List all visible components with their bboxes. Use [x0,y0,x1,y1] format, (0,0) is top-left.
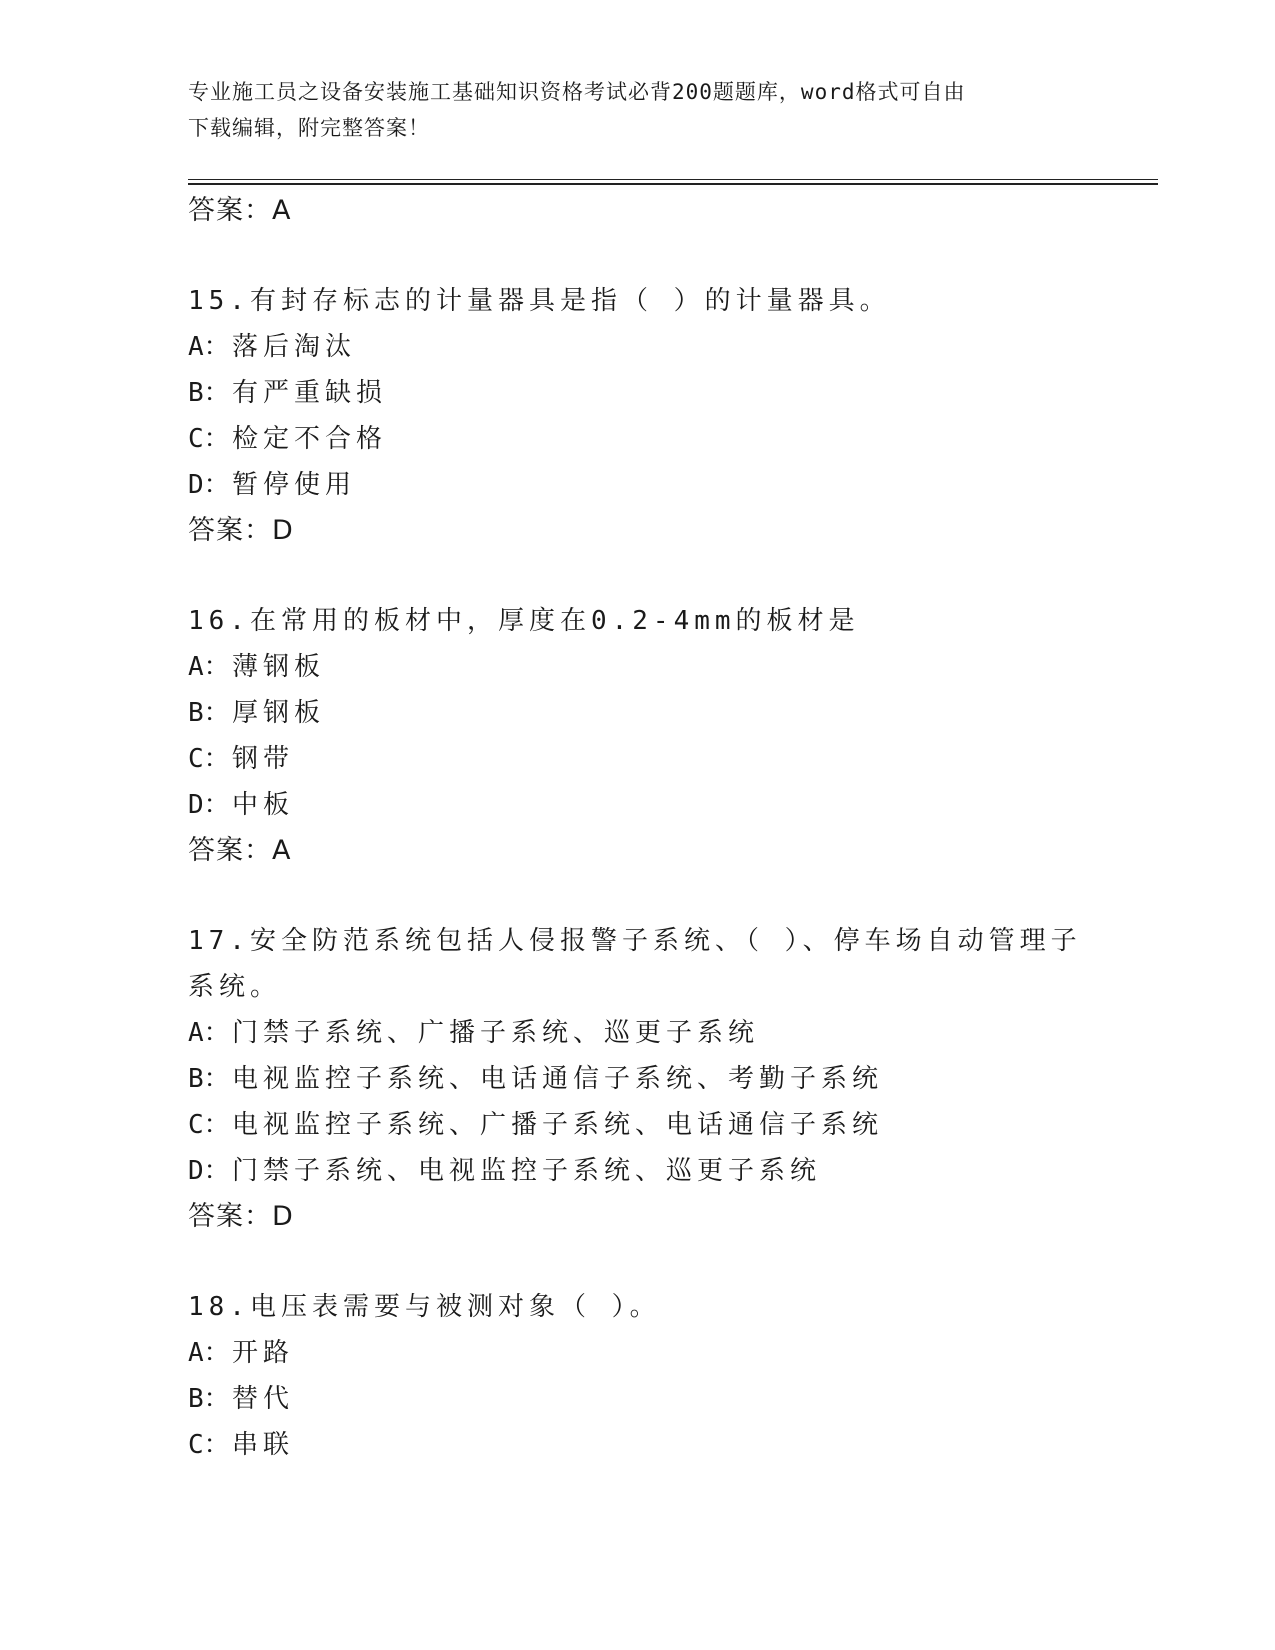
header-rule-thin [188,179,1158,180]
option-key: C： [188,1110,230,1140]
option-d [188,462,1088,508]
question-text: 16.在常用的板材中，厚度在0.2-4mm的板材是 [188,606,860,636]
option-text: 落后淘汰 [232,332,357,362]
option-key: B： [188,1384,230,1414]
option-key: B： [188,698,230,728]
option-key: B： [188,378,230,408]
option-text: 门禁子系统、广播子系统、巡更子系统 [232,1018,760,1048]
option-key: A： [188,332,230,362]
previous-answer: 答案：A [188,195,292,226]
option-text: 厚钢板 [232,698,326,728]
option-b [188,1056,1088,1102]
question-list [188,188,1088,1468]
option-text: 有严重缺损 [232,378,388,408]
document-header [188,74,1068,146]
question-text: 17.安全防范系统包括人侵报警子系统、（ ）、停车场自动管理子系统。 [188,926,1082,1002]
answer: 答案：D [188,515,294,546]
option-text: 串联 [232,1430,295,1460]
answer: 答案：A [188,835,292,866]
option-c [188,1102,1088,1148]
option-text: 门禁子系统、电视监控子系统、巡更子系统 [232,1156,822,1186]
option-key: D： [188,790,230,820]
option-c [188,736,1088,782]
option-a [188,644,1088,690]
header-line-2: 下载编辑，附完整答案！ [188,116,430,140]
option-b [188,1376,1088,1422]
option-d [188,1148,1088,1194]
option-key: B： [188,1064,230,1094]
option-key: C： [188,744,230,774]
option-b [188,370,1088,416]
question-16 [188,598,1088,874]
option-text: 钢带 [232,744,295,774]
question-text: 18.电压表需要与被测对象（ ）。 [188,1292,661,1322]
option-c [188,416,1088,462]
question-text: 15.有封存标志的计量器具是指（ ）的计量器具。 [188,286,891,316]
option-a [188,1010,1088,1056]
option-text: 中板 [232,790,295,820]
option-a [188,1330,1088,1376]
option-text: 替代 [232,1384,295,1414]
option-key: A： [188,1018,230,1048]
option-key: C： [188,1430,230,1460]
option-a [188,324,1088,370]
option-key: A： [188,652,230,682]
question-15 [188,278,1088,554]
question-18 [188,1284,1088,1468]
option-d [188,782,1088,828]
option-text: 暂停使用 [232,470,357,500]
option-text: 电视监控子系统、广播子系统、电话通信子系统 [232,1110,884,1140]
answer: 答案：D [188,1201,294,1232]
question-17 [188,918,1088,1240]
option-b [188,690,1088,736]
option-c [188,1422,1088,1468]
option-key: D： [188,470,230,500]
option-text: 电视监控子系统、电话通信子系统、考勤子系统 [232,1064,884,1094]
option-text: 开路 [232,1338,295,1368]
option-text: 薄钢板 [232,652,326,682]
option-text: 检定不合格 [232,424,388,454]
header-line-1: 专业施工员之设备安装施工基础知识资格考试必背200题题库，word格式可自由 [188,80,966,104]
option-key: A： [188,1338,230,1368]
option-key: C： [188,424,230,454]
option-key: D： [188,1156,230,1186]
header-rule-thick [188,183,1158,185]
